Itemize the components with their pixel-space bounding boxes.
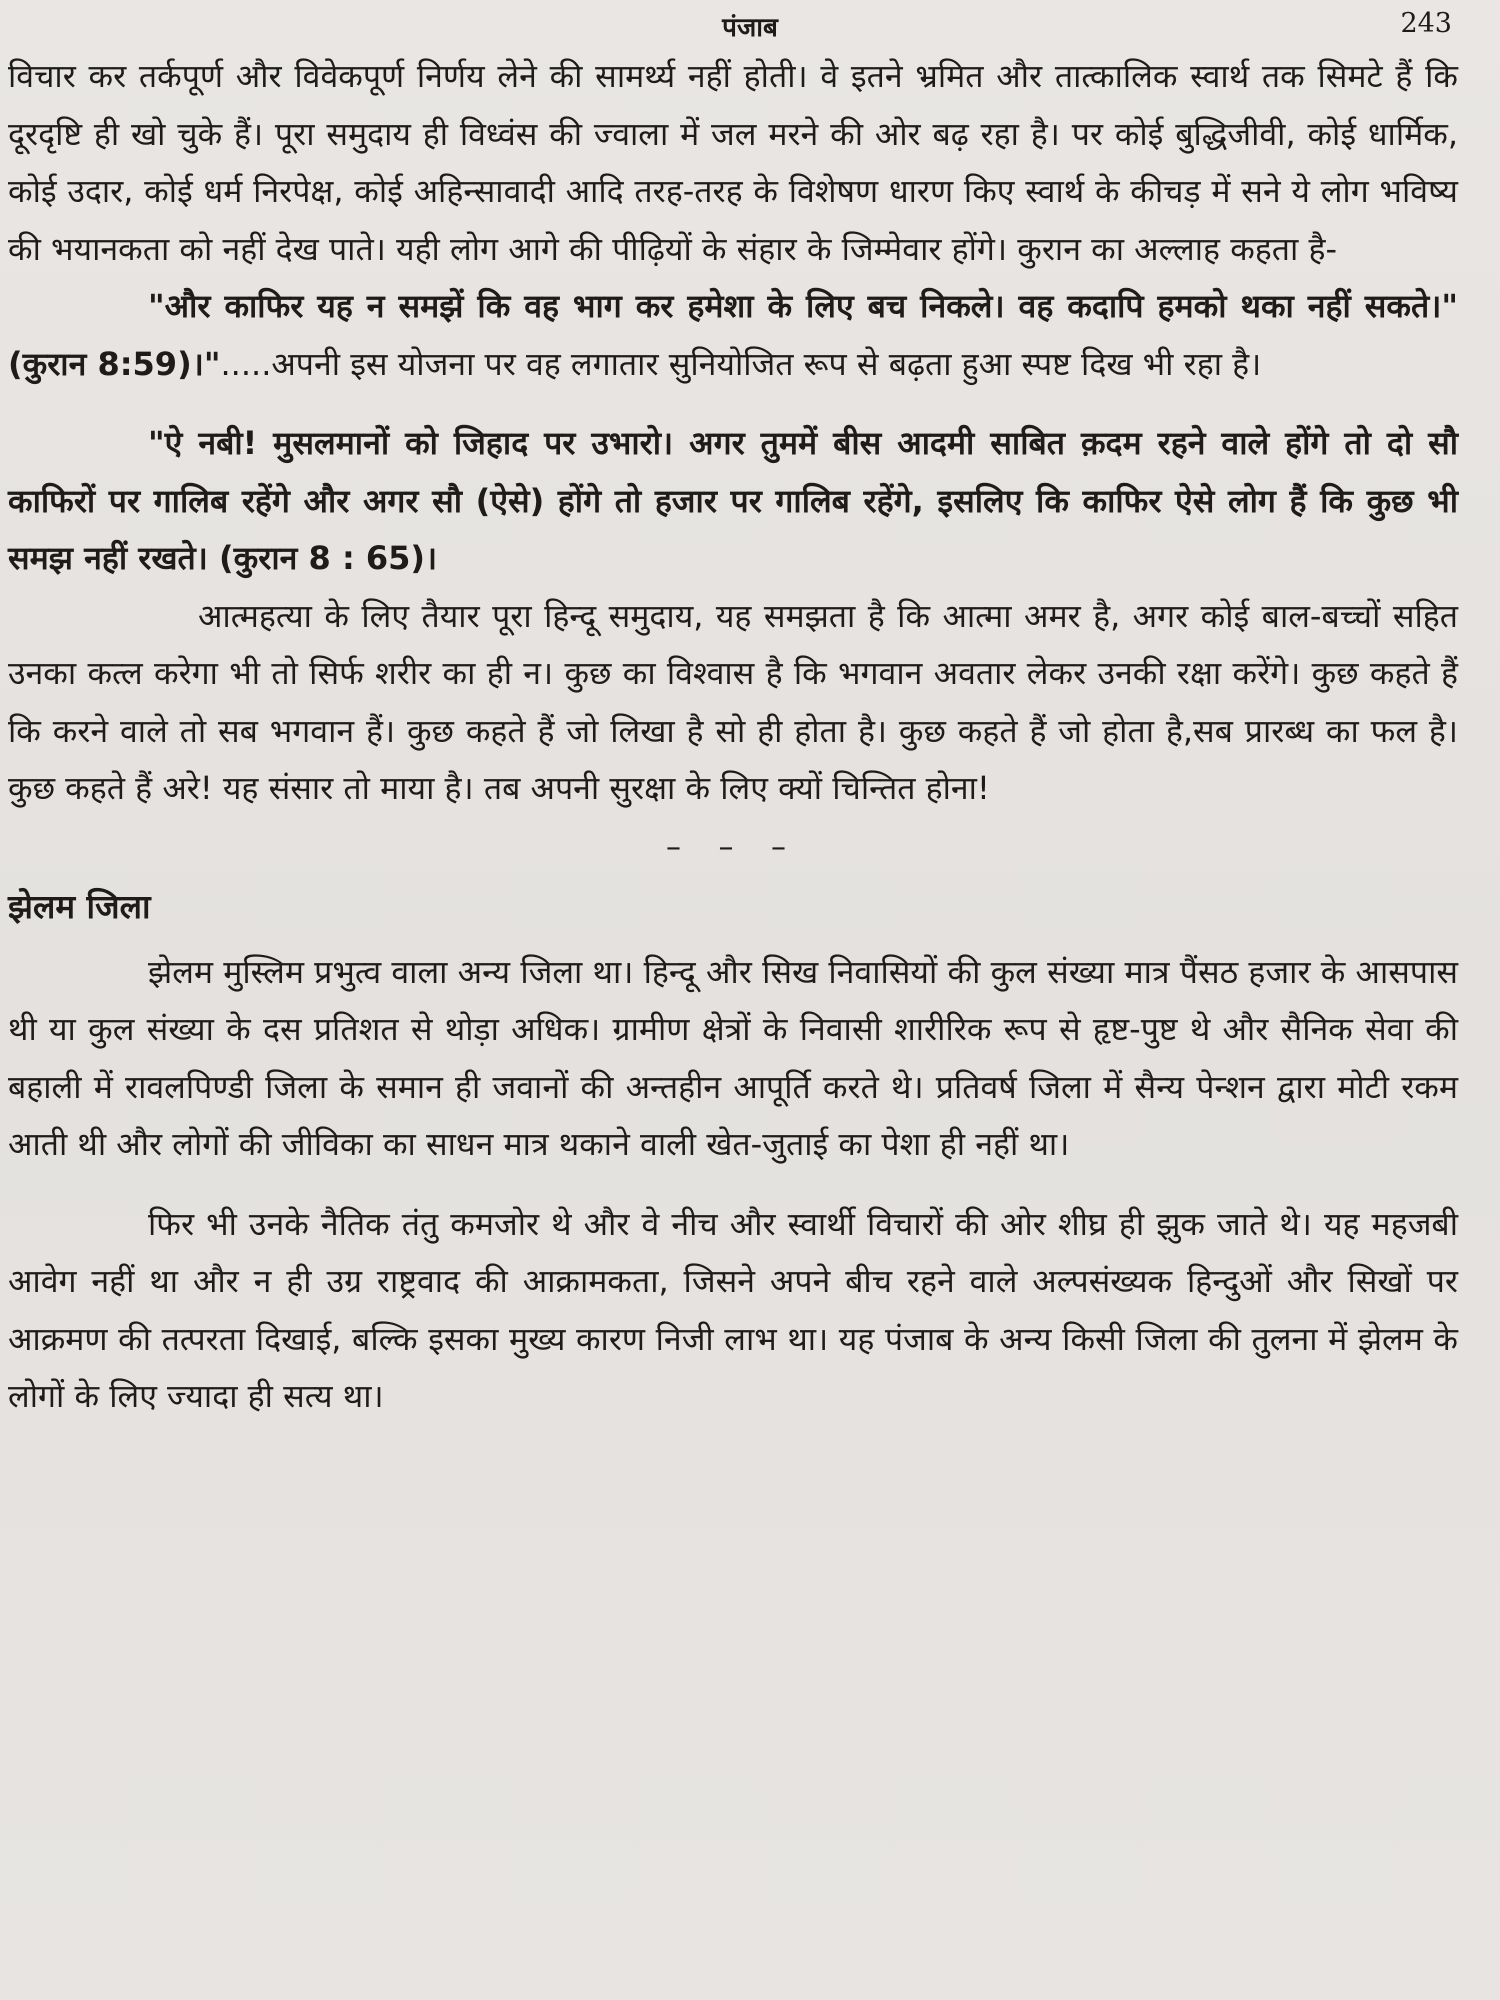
quran-quote-1-continuation: .....अपनी इस योजना पर वह लगातार सुनियोजित रूप से बढ़ता हुआ स्पष्ट दिख भी रहा है। xyxy=(220,344,1262,383)
quran-quote-1 xyxy=(8,278,1458,393)
quran-quote-2: "ऐ नबी! मुसलमानों को जिहाद पर उभारो। अगर तुममें बीस आदमी साबित क़दम रहने वाले होंगे तो दो सौ काफिरों पर गालिब रहेंगे और अगर सौ (ऐसे) होंगे तो हजार पर गालिब रहेंगे, इसलिए कि काफिर ऐसे लोग हैं कि कुछ भी समझ नहीं रखते। (कुरान 8 : 65)। xyxy=(8,424,1458,577)
section-separator: – – – xyxy=(665,829,801,865)
page-number: 243 xyxy=(1400,8,1452,39)
running-head: पंजाब xyxy=(722,13,778,43)
paragraph-5: फिर भी उनके नैतिक तंतु कमजोर थे और वे नीच और स्वार्थी विचारों की ओर शीघ्र ही झुक जाते थे। यह महजबी आवेग नहीं था और न ही उग्र राष्ट्रवाद की आक्रामकता, जिसने अपने बीच रहने वाले अल्पसंख्यक हिन्दुओं और सिखों पर आक्रमण की तत्परता दिखाई, बल्कि इसका मुख्य कारण निजी लाभ था। यह पंजाब के अन्य किसी जिला की तुलना में झेलम के लोगों के लिए ज्यादा ही सत्य था। xyxy=(8,1204,1458,1415)
paragraph-3: आत्महत्या के लिए तैयार पूरा हिन्दू समुदाय, यह समझता है कि आत्मा अमर है, अगर कोई बाल-बच्चों सहित उनका कत्ल करेगा भी तो सिर्फ शरीर का ही न। कुछ का विश्वास है कि भगवान अवतार लेकर उनकी रक्षा करेंगे। कुछ कहते हैं कि करने वाले तो सब भगवान हैं। कुछ कहते हैं जो लिखा है सो ही होता है। कुछ कहते हैं जो होता है,सब प्रारब्ध का फल है। कुछ कहते हैं अरे! यह संसार तो माया है। तब अपनी सुरक्षा के लिए क्यों चिन्तित होना! xyxy=(8,596,1458,807)
spacer xyxy=(8,393,1458,415)
paragraph-1: विचार कर तर्कपूर्ण और विवेकपूर्ण निर्णय लेने की सामर्थ्य नहीं होती। वे इतने भ्रमित और तात्कालिक स्वार्थ तक सिमटे हैं कि दूरदृष्टि ही खो चुके हैं। पूरा समुदाय ही विध्वंस की ज्वाला में जल मरने की ओर बढ़ रहा है। पर कोई बुद्धिजीवी, कोई धार्मिक, कोई उदार, कोई धर्म निरपेक्ष, कोई अहिन्सावादी आदि तरह-तरह के विशेषण धारण किए स्वार्थ के कीचड़ में सने ये लोग भविष्य की भयानकता को नहीं देख पाते। यही लोग आगे की पीढ़ियों के संहार के जिम्मेवार होंगे। कुरान का अल्लाह कहता है- xyxy=(8,57,1458,268)
page-body xyxy=(8,48,1458,1426)
quran-quote-1-text: "और काफिर यह न समझें कि वह भाग कर हमेशा के लिए बच निकले। वह कदापि हमको थका नहीं सकते।" (कुरान 8:59)।" xyxy=(8,287,1458,383)
section-heading: झेलम जिला xyxy=(8,886,151,926)
spacer xyxy=(8,1174,1458,1196)
paragraph-4: झेलम मुस्लिम प्रभुत्व वाला अन्य जिला था। हिन्दू और सिख निवासियों की कुल संख्या मात्र पैंसठ हजार के आसपास थी या कुल संख्या के दस प्रतिशत से थोड़ा अधिक। ग्रामीण क्षेत्रों के निवासी शारीरिक रूप से हृष्ट-पुष्ट थे और सैनिक सेवा की बहाली में रावलपिण्डी जिला के समान ही जवानों की अन्तहीन आपूर्ति करते थे। प्रतिवर्ष जिला में सैन्य पेन्शन द्वारा मोटी रकम आती थी और लोगों की जीविका का साधन मात्र थकाने वाली खेत-जुताई का पेशा ही नहीं था। xyxy=(8,952,1458,1163)
